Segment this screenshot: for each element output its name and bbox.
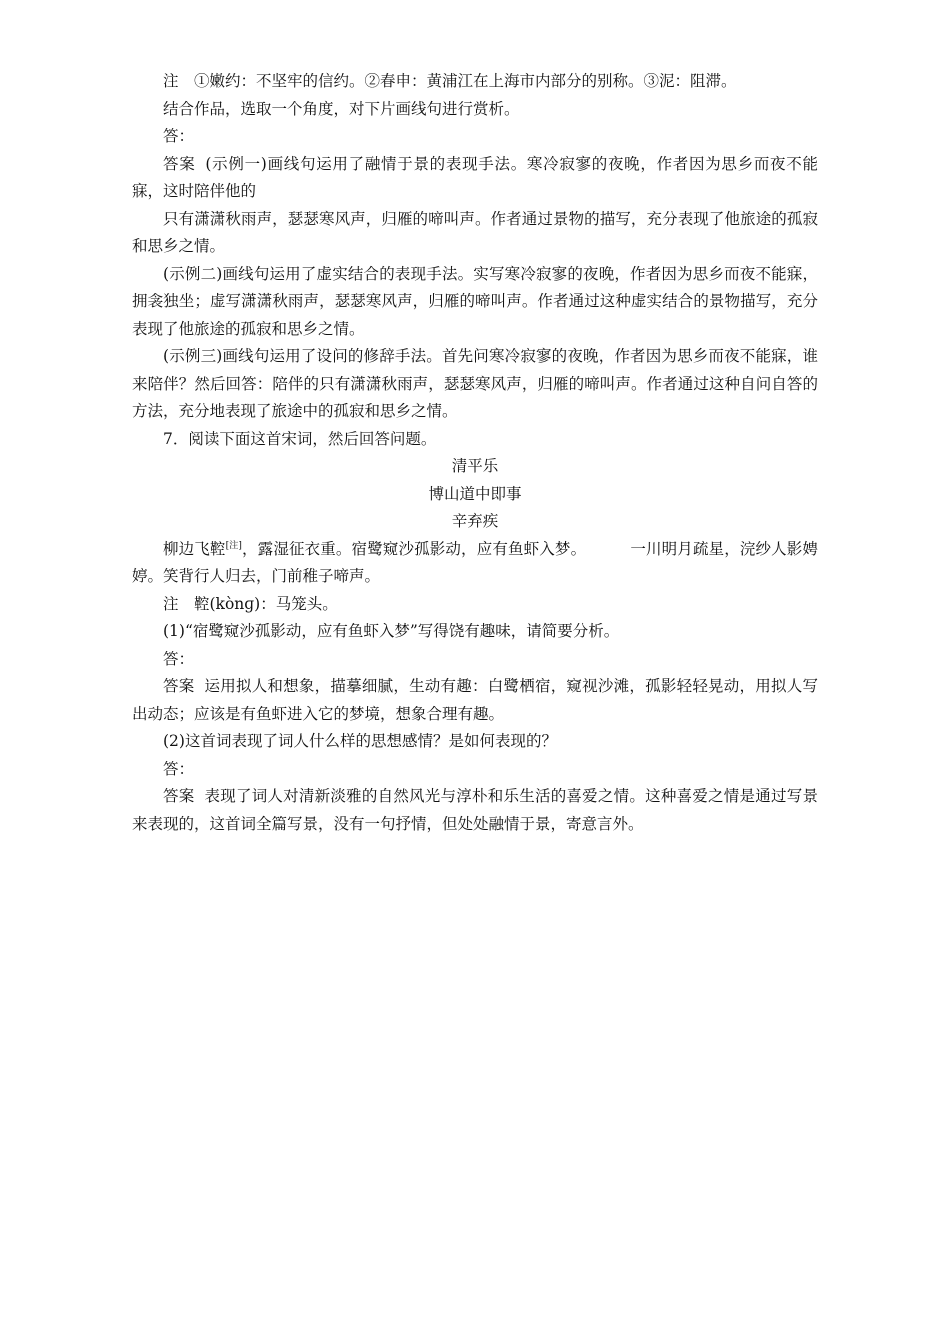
note-1: 注 ①嫩约：不坚牢的信约。②春申：黄浦江在上海市内部分的别称。③泥：阻滞。 (163, 72, 737, 90)
answer-7-1 (132, 673, 818, 728)
question-7-prompt: 7．阅读下面这首宋词，然后回答问题。 (163, 429, 437, 448)
question-7-2-prompt: (2)这首词表现了词人什么样的思想感情？是如何表现的？ (163, 732, 557, 750)
poem-line-a: 柳边飞鞚 (163, 539, 226, 558)
answer-6-example-3: (示例三)画线句运用了设问的修辞手法。首先问寒冷寂寥的夜晚，作者因为思乡而夜不能寐，谁来陪伴？然后回答：陪伴的只有潇潇秋雨声，瑟瑟寒风声，归雁的啼叫声。作者通过这种自问自答的方法，充分地表现了旅途中的孤寂和思乡之情。 (132, 347, 818, 420)
poem-subtitle: 博山道中即事 (428, 484, 522, 503)
poem-note-mark: [注] (225, 540, 242, 551)
poem-title: 清平乐 (451, 457, 499, 475)
question-7-1-prompt: (1)“宿鹭窥沙孤影动，应有鱼虾入梦”写得饶有趣味，请简要分析。 (163, 622, 620, 640)
poem-author: 辛弃疾 (451, 512, 499, 530)
answer-7-2-text: 表现了词人对清新淡雅的自然风光与淳朴和乐生活的喜爱之情。这种喜爱之情是通过写景来表现的，这首词全篇写景，没有一句抒情，但处处融情于景，寄意言外。 (132, 787, 818, 833)
question-6-prompt: 结合作品，选取一个角度，对下片画线句进行赏析。 (163, 99, 520, 118)
answer-7-1-text: 运用拟人和想象，描摹细腻，生动有趣：白鹭栖宿，窥视沙滩，孤影轻轻晃动，用拟人写出动态；应该是有鱼虾进入它的梦境，想象合理有趣。 (132, 677, 818, 723)
answer-label: 答： (163, 127, 195, 145)
answer-tag: 答案 (163, 787, 195, 805)
answer-6-example-1a (132, 151, 818, 206)
poem-line-b: ，露湿征衣重。宿鹭窥沙孤影动，应有鱼虾入梦。 (241, 539, 587, 558)
answer-6-example-1b: 只有潇潇秋雨声，瑟瑟寒风声，归雁的啼叫声。作者通过景物的描写，充分表现了他旅途的孤寂和思乡之情。 (132, 209, 818, 255)
answer-6-example-2: (示例二)画线句运用了虚实结合的表现手法。实写寒冷寂寥的夜晚，作者因为思乡而夜不能寐，拥衾独坐；虚写潇潇秋雨声，瑟瑟寒风声，归雁的啼叫声。作者通过这种虚实结合的景物描写，充分表现了他旅途的孤寂和思乡之情。 (132, 264, 818, 338)
document-page (132, 68, 818, 838)
note-2: 注 鞚(kònɡ)：马笼头。 (163, 594, 338, 613)
poem-line-c: 一川明月疏星，浣纱人影娉婷。笑背行人归去，门前稚子啼声。 (132, 539, 818, 585)
poem-body (132, 536, 818, 591)
answer-6-example-1a-text: (示例一)画线句运用了融情于景的表现手法。寒冷寂寥的夜晚，作者因为思乡而夜不能寐，这时陪伴他的 (132, 154, 818, 200)
answer-label: 答： (163, 649, 195, 668)
answer-tag: 答案 (163, 154, 196, 173)
answer-label: 答： (163, 759, 195, 778)
answer-7-2 (132, 783, 818, 838)
answer-tag: 答案 (163, 677, 195, 695)
